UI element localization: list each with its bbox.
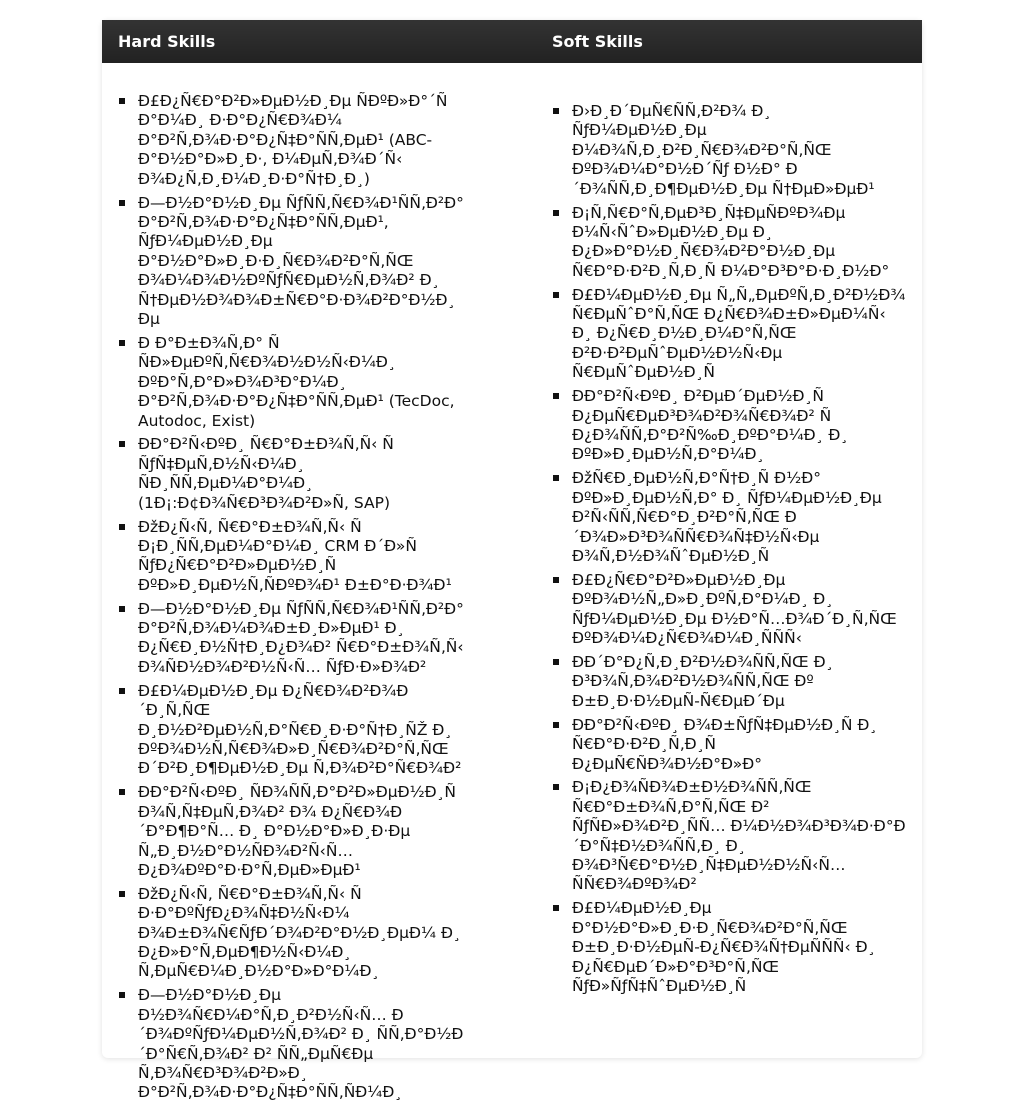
- list-item: ÐÐ°Ð²Ñ‹ÐºÐ¸ ÑÐ¾ÑÑ‚Ð°Ð²Ð»ÐµÐ½Ð¸Ñ Ð¾Ñ‚Ñ‡ÐµÑ‚Ð¾Ð² Ð¾ Ð¿Ñ€Ð¾Ð´Ð°Ð¶Ð°Ñ… Ð¸ Ð°Ð½Ð°Ð»Ð¸Ð·Ðµ Ñ„Ð¸Ð½Ð°Ð½ÑÐ¾Ð²Ñ‹Ñ… Ð¿Ð¾ÐºÐ°Ð·Ð°Ñ‚ÐµÐ»ÐµÐ¹: [118, 783, 464, 880]
- list-item: ÐÐ´Ð°Ð¿Ñ‚Ð¸Ð²Ð½Ð¾ÑÑ‚ÑŒ Ð¸ Ð³Ð¾Ñ‚Ð¾Ð²Ð½Ð¾ÑÑ‚ÑŒ Ðº Ð±Ð¸Ð·Ð½ÐµÑ-Ñ€ÐµÐ´Ðµ: [552, 653, 908, 711]
- list-item: ÐÐ°Ð²Ñ‹ÐºÐ¸ Ñ€Ð°Ð±Ð¾Ñ‚Ñ‹ Ñ ÑƒÑ‡ÐµÑ‚Ð½Ñ‹Ð¼Ð¸ ÑÐ¸ÑÑ‚ÐµÐ¼Ð°Ð¼Ð¸ (1Ð¡:Ð¢Ð¾Ñ€Ð³Ð¾Ð²Ð»Ñ, SAP): [118, 435, 464, 513]
- skills-table: [102, 20, 922, 1102]
- list-item: Ð¡Ñ‚Ñ€Ð°Ñ‚ÐµÐ³Ð¸Ñ‡ÐµÑÐºÐ¾Ðµ Ð¼Ñ‹ÑˆÐ»ÐµÐ½Ð¸Ðµ Ð¸ Ð¿Ð»Ð°Ð½Ð¸Ñ€Ð¾Ð²Ð°Ð½Ð¸Ðµ Ñ€Ð°Ð·Ð²Ð¸Ñ‚Ð¸Ñ Ð¼Ð°Ð³Ð°Ð·Ð¸Ð½Ð°: [552, 204, 908, 282]
- list-item: Ð—Ð½Ð°Ð½Ð¸Ðµ Ð½Ð¾Ñ€Ð¼Ð°Ñ‚Ð¸Ð²Ð½Ñ‹Ñ… Ð´Ð¾ÐºÑƒÐ¼ÐµÐ½Ñ‚Ð¾Ð² Ð¸ ÑÑ‚Ð°Ð½Ð´Ð°Ñ€Ñ‚Ð¾Ð² Ð² ÑÑ„ÐµÑ€Ðµ Ñ‚Ð¾Ñ€Ð³Ð¾Ð²Ð»Ð¸ Ð°Ð²Ñ‚Ð¾Ð·Ð°Ð¿Ñ‡Ð°ÑÑ‚ÑÐ¼Ð¸: [118, 986, 464, 1102]
- soft-skills-column: [552, 102, 908, 1001]
- hard-skills-list: [118, 92, 464, 1103]
- hard-skills-heading: Hard Skills: [118, 32, 216, 51]
- hard-skills-column: [118, 92, 464, 1107]
- list-item: ÐÐ°Ð²Ñ‹ÐºÐ¸ Ð²ÐµÐ´ÐµÐ½Ð¸Ñ Ð¿ÐµÑ€ÐµÐ³Ð¾Ð²Ð¾Ñ€Ð¾Ð² Ñ Ð¿Ð¾ÑÑ‚Ð°Ð²Ñ‰Ð¸ÐºÐ°Ð¼Ð¸ Ð¸ ÐºÐ»Ð¸ÐµÐ½Ñ‚Ð°Ð¼Ð¸: [552, 387, 908, 465]
- soft-skills-list: [552, 102, 908, 996]
- list-item: Ð£Ð¿Ñ€Ð°Ð²Ð»ÐµÐ½Ð¸Ðµ ÑÐºÐ»Ð°´Ñ Ð°Ð¼Ð¸ Ð·Ð°Ð¿Ñ€Ð¾Ð¼ Ð°Ð²Ñ‚Ð¾Ð·Ð°Ð¿Ñ‡Ð°ÑÑ‚ÐµÐ¹ (ABC-Ð°Ð½Ð°Ð»Ð¸Ð·, Ð¼ÐµÑ‚Ð¾Ð´Ñ‹ Ð¾Ð¿Ñ‚Ð¸Ð¼Ð¸Ð·Ð°Ñ†Ð¸Ð¸): [118, 92, 464, 189]
- list-item: Ð£Ð¼ÐµÐ½Ð¸Ðµ Ñ„Ñ„ÐµÐºÑ‚Ð¸Ð²Ð½Ð¾ Ñ€ÐµÑˆÐ°Ñ‚ÑŒ Ð¿Ñ€Ð¾Ð±Ð»ÐµÐ¼Ñ‹ Ð¸ Ð¿Ñ€Ð¸Ð½Ð¸Ð¼Ð°Ñ‚ÑŒ Ð²Ð·Ð²ÐµÑˆÐµÐ½Ð½Ñ‹Ðµ Ñ€ÐµÑˆÐµÐ½Ð¸Ñ: [552, 286, 908, 383]
- list-item: Ð Ð°Ð±Ð¾Ñ‚Ð° Ñ ÑÐ»ÐµÐºÑ‚Ñ€Ð¾Ð½Ð½Ñ‹Ð¼Ð¸ ÐºÐ°Ñ‚Ð°Ð»Ð¾Ð³Ð°Ð¼Ð¸ Ð°Ð²Ñ‚Ð¾Ð·Ð°Ð¿Ñ‡Ð°ÑÑ‚ÐµÐ¹ (TecDoc, Autodoc, Exist): [118, 334, 464, 431]
- soft-skills-heading: Soft Skills: [552, 32, 643, 51]
- list-item: Ð£Ð¿Ñ€Ð°Ð²Ð»ÐµÐ½Ð¸Ðµ ÐºÐ¾Ð½Ñ„Ð»Ð¸ÐºÑ‚Ð°Ð¼Ð¸ Ð¸ ÑƒÐ¼ÐµÐ½Ð¸Ðµ Ð½Ð°Ñ…Ð¾Ð´Ð¸Ñ‚ÑŒ ÐºÐ¾Ð¼Ð¿Ñ€Ð¾Ð¼Ð¸ÑÑÑ‹: [552, 571, 908, 649]
- table-header: [102, 20, 922, 63]
- list-item: Ð£Ð¼ÐµÐ½Ð¸Ðµ Ð°Ð½Ð°Ð»Ð¸Ð·Ð¸Ñ€Ð¾Ð²Ð°Ñ‚ÑŒ Ð±Ð¸Ð·Ð½ÐµÑ-Ð¿Ñ€Ð¾Ñ†ÐµÑÑÑ‹ Ð¸ Ð¿Ñ€ÐµÐ´Ð»Ð°Ð³Ð°Ñ‚ÑŒ ÑƒÐ»ÑƒÑ‡ÑˆÐµÐ½Ð¸Ñ: [552, 899, 908, 996]
- list-item: Ð¡Ð¿Ð¾ÑÐ¾Ð±Ð½Ð¾ÑÑ‚ÑŒ Ñ€Ð°Ð±Ð¾Ñ‚Ð°Ñ‚ÑŒ Ð² ÑƒÑÐ»Ð¾Ð²Ð¸ÑÑ… Ð¼Ð½Ð¾Ð³Ð¾Ð·Ð°Ð´Ð°Ñ‡Ð½Ð¾ÑÑ‚Ð¸ Ð¸ Ð¾Ð³Ñ€Ð°Ð½Ð¸Ñ‡ÐµÐ½Ð½Ñ‹Ñ… ÑÑ€Ð¾ÐºÐ¾Ð²: [552, 778, 908, 894]
- list-item: Ð—Ð½Ð°Ð½Ð¸Ðµ ÑƒÑÑ‚Ñ€Ð¾Ð¹ÑÑ‚Ð²Ð° Ð°Ð²Ñ‚Ð¾Ð·Ð°Ð¿Ñ‡Ð°ÑÑ‚ÐµÐ¹, ÑƒÐ¼ÐµÐ½Ð¸Ðµ Ð°Ð½Ð°Ð»Ð¸Ð·Ð¸Ñ€Ð¾Ð²Ð°Ñ‚ÑŒ Ð¾Ð¼Ð¾Ð½ÐºÑƒÑ€ÐµÐ½Ñ‚Ð¾Ð² Ð¸ Ñ†ÐµÐ½Ð¾Ð¾Ð±Ñ€Ð°Ð·Ð¾Ð²Ð°Ð½Ð¸Ðµ: [118, 194, 464, 330]
- list-item: Ð›Ð¸Ð´ÐµÑ€ÑÑ‚Ð²Ð¾ Ð¸ ÑƒÐ¼ÐµÐ½Ð¸Ðµ Ð¼Ð¾Ñ‚Ð¸Ð²Ð¸Ñ€Ð¾Ð²Ð°Ñ‚ÑŒ ÐºÐ¾Ð¼Ð°Ð½Ð´Ñƒ Ð½Ð° Ð´Ð¾ÑÑ‚Ð¸Ð¶ÐµÐ½Ð¸Ðµ Ñ†ÐµÐ»ÐµÐ¹: [552, 102, 908, 199]
- list-item: ÐžÐ¿Ñ‹Ñ‚ Ñ€Ð°Ð±Ð¾Ñ‚Ñ‹ Ñ Ð·Ð°ÐºÑƒÐ¿Ð¾Ñ‡Ð½Ñ‹Ð¼ Ð¾Ð±Ð¾Ñ€ÑƒÐ´Ð¾Ð²Ð°Ð½Ð¸ÐµÐ¼ Ð¸ Ð¿Ð»Ð°Ñ‚ÐµÐ¶Ð½Ñ‹Ð¼Ð¸ Ñ‚ÐµÑ€Ð¼Ð¸Ð½Ð°Ð»Ð°Ð¼Ð¸: [118, 885, 464, 982]
- list-item: ÐžÐ¿Ñ‹Ñ‚ Ñ€Ð°Ð±Ð¾Ñ‚Ñ‹ Ñ Ð¡Ð¸ÑÑ‚ÐµÐ¼Ð°Ð¼Ð¸ CRM Ð´Ð»Ñ ÑƒÐ¿Ñ€Ð°Ð²Ð»ÐµÐ½Ð¸Ñ ÐºÐ»Ð¸ÐµÐ½Ñ‚ÑÐºÐ¾Ð¹ Ð±Ð°Ð·Ð¾Ð¹: [118, 518, 464, 596]
- list-item: Ð—Ð½Ð°Ð½Ð¸Ðµ ÑƒÑÑ‚Ñ€Ð¾Ð¹ÑÑ‚Ð²Ð° Ð°Ð²Ñ‚Ð¾Ð¼Ð¾Ð±Ð¸Ð»ÐµÐ¹ Ð¸ Ð¿Ñ€Ð¸Ð½Ñ†Ð¸Ð¿Ð¾Ð² Ñ€Ð°Ð±Ð¾Ñ‚Ñ‹ Ð¾ÑÐ½Ð¾Ð²Ð½Ñ‹Ñ… ÑƒÐ·Ð»Ð¾Ð²: [118, 600, 464, 678]
- list-item: ÐžÑ€Ð¸ÐµÐ½Ñ‚Ð°Ñ†Ð¸Ñ Ð½Ð° ÐºÐ»Ð¸ÐµÐ½Ñ‚Ð° Ð¸ ÑƒÐ¼ÐµÐ½Ð¸Ðµ Ð²Ñ‹ÑÑ‚Ñ€Ð°Ð¸Ð²Ð°Ñ‚ÑŒ Ð´Ð¾Ð»Ð³Ð¾ÑÑ€Ð¾Ñ‡Ð½Ñ‹Ðµ Ð¾Ñ‚Ð½Ð¾ÑˆÐµÐ½Ð¸Ñ: [552, 469, 908, 566]
- list-item: Ð£Ð¼ÐµÐ½Ð¸Ðµ Ð¿Ñ€Ð¾Ð²Ð¾Ð´Ð¸Ñ‚ÑŒ Ð¸Ð½Ð²ÐµÐ½Ñ‚Ð°Ñ€Ð¸Ð·Ð°Ñ†Ð¸ÑŽ Ð¸ ÐºÐ¾Ð½Ñ‚Ñ€Ð¾Ð»Ð¸Ñ€Ð¾Ð²Ð°Ñ‚ÑŒ Ð´Ð²Ð¸Ð¶ÐµÐ½Ð¸Ðµ Ñ‚Ð¾Ð²Ð°Ñ€Ð¾Ð²: [118, 682, 464, 779]
- list-item: ÐÐ°Ð²Ñ‹ÐºÐ¸ Ð¾Ð±ÑƒÑ‡ÐµÐ½Ð¸Ñ Ð¸ Ñ€Ð°Ð·Ð²Ð¸Ñ‚Ð¸Ñ Ð¿ÐµÑ€ÑÐ¾Ð½Ð°Ð»Ð°: [552, 716, 908, 774]
